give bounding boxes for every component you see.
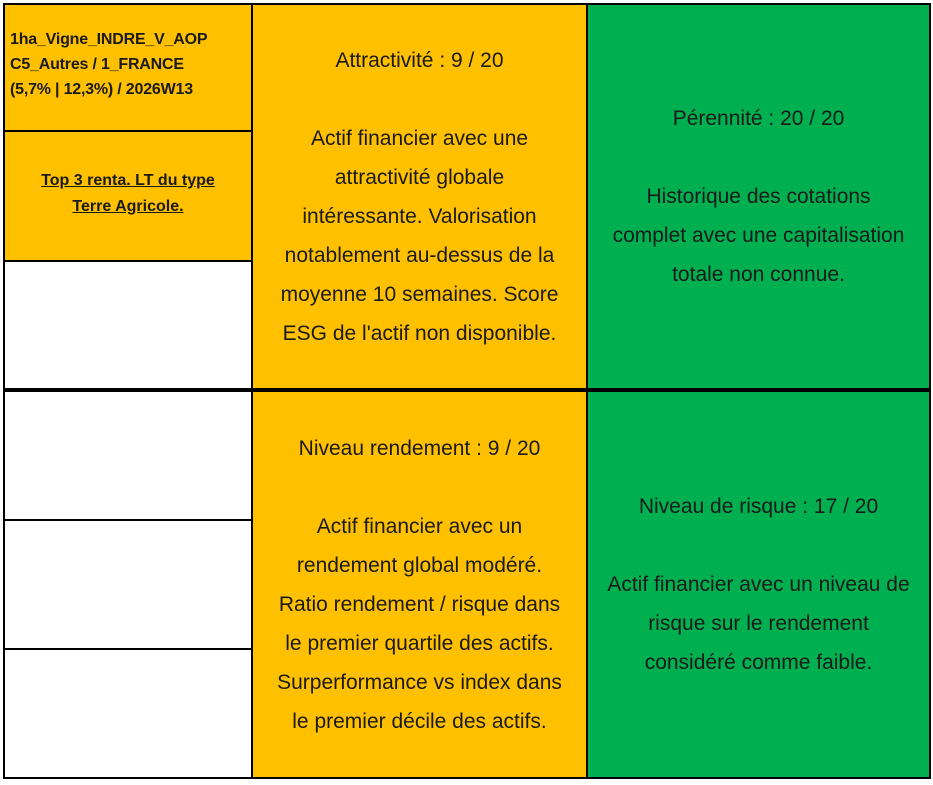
attractivite-line-3: intéressante. Valorisation	[302, 204, 537, 228]
perennite-line-3: totale non connue.	[672, 263, 845, 286]
perennite-cell	[586, 3, 931, 390]
empty-cell-1	[3, 260, 253, 390]
attractivite-line-4: notablement au-dessus de la	[284, 243, 555, 267]
perennite-line-1: Historique des cotations	[646, 185, 871, 208]
risque-cell	[586, 390, 931, 779]
empty-cell-2	[3, 390, 253, 521]
perennite-line-2: complet avec une capitalisation	[612, 224, 905, 247]
attractivite-title: Attractivité : 9 / 20	[335, 48, 504, 72]
attractivite-line-6: ESG de l'actif non disponible.	[282, 321, 557, 345]
asset-performance-week: (5,7% | 12,3%) / 2026W13	[10, 81, 193, 98]
rendement-title: Niveau rendement : 9 / 20	[298, 436, 541, 460]
asset-category: C5_Autres / 1_FRANCE	[10, 56, 184, 73]
risque-line-1: Actif financier avec un niveau de	[607, 573, 910, 596]
attractivite-cell	[251, 3, 588, 390]
rendement-cell	[251, 390, 588, 779]
rendement-line-4: le premier quartile des actifs.	[285, 631, 554, 655]
risque-line-2: risque sur le rendement	[648, 612, 869, 635]
rendement-line-2: rendement global modéré.	[296, 553, 543, 577]
risque-line-3: considéré comme faible.	[644, 651, 873, 674]
top3-line-1: Top 3 renta. LT du type	[41, 172, 215, 189]
asset-id-cell	[3, 3, 253, 132]
attractivite-line-2: attractivité globale	[334, 165, 505, 189]
rendement-line-5: Surperformance vs index dans	[277, 670, 562, 694]
rendement-line-3: Ratio rendement / risque dans	[278, 592, 561, 616]
top3-line-2: Terre Agricole.	[72, 198, 184, 215]
asset-name: 1ha_Vigne_INDRE_V_AOP	[10, 31, 208, 48]
empty-cell-4	[3, 648, 253, 779]
empty-cell-3	[3, 519, 253, 650]
rendement-line-6: le premier décile des actifs.	[292, 709, 547, 733]
attractivite-line-1: Actif financier avec une	[310, 126, 529, 150]
rendement-line-1: Actif financier avec un	[316, 514, 523, 538]
perennite-title: Pérennité : 20 / 20	[672, 107, 845, 130]
top3-cell	[3, 130, 253, 262]
top3-link[interactable]	[41, 168, 215, 220]
risque-title: Niveau de risque : 17 / 20	[638, 495, 879, 518]
attractivite-line-5: moyenne 10 semaines. Score	[280, 282, 559, 306]
